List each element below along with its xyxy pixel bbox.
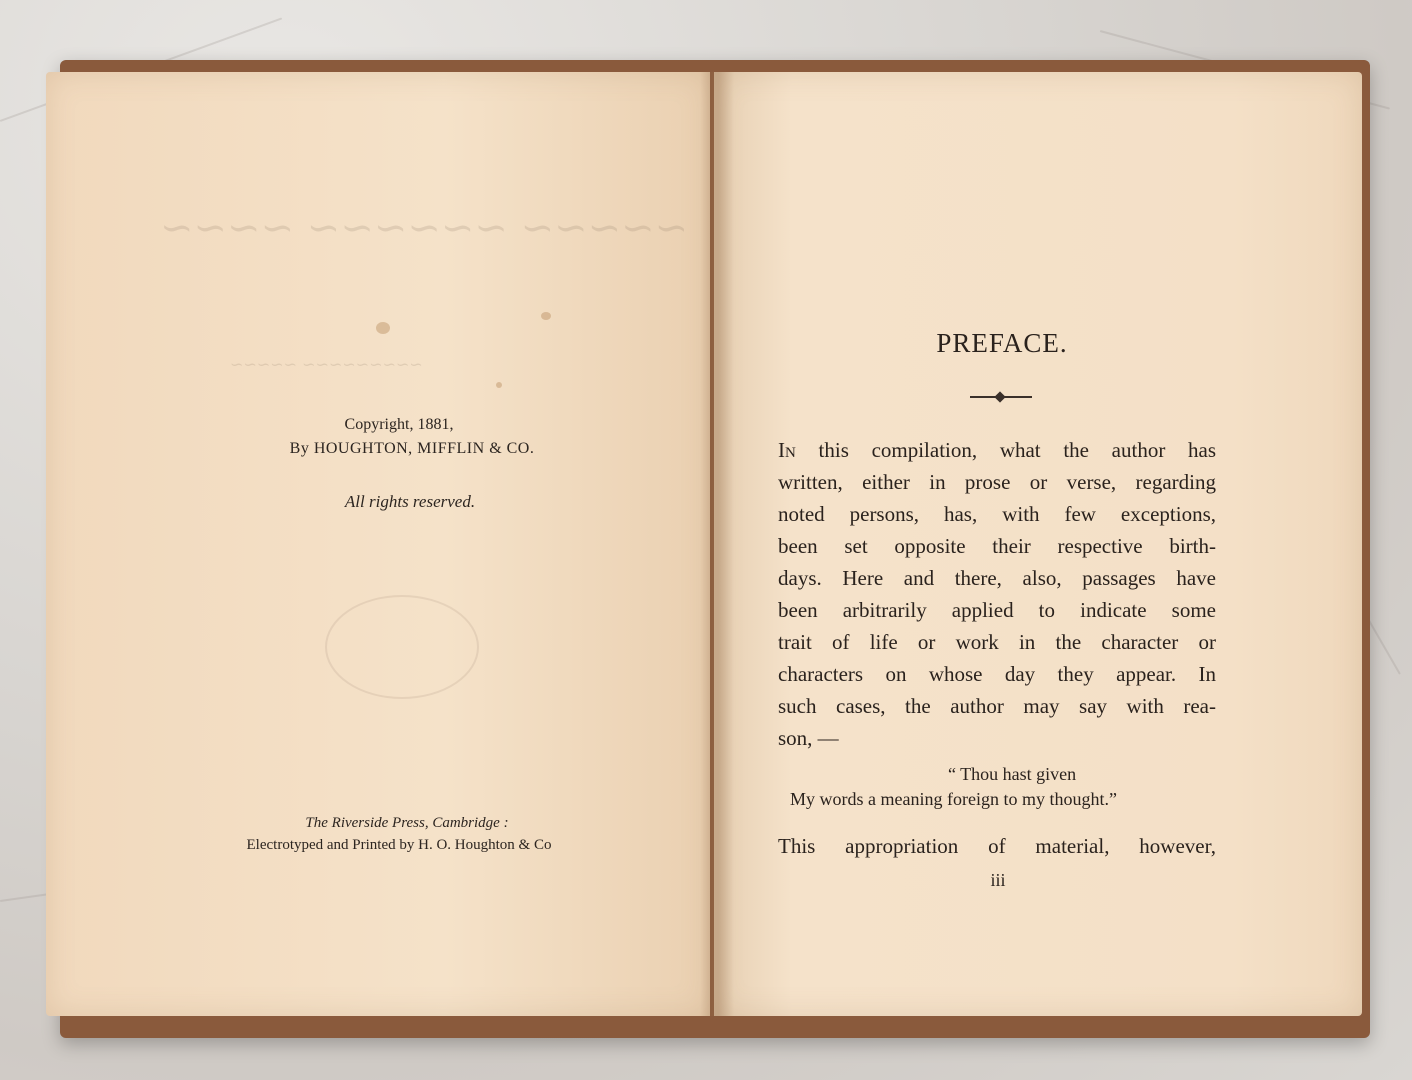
rights-line: All rights reserved. (344, 492, 476, 511)
press-line: The Riverside Press, Cambridge : (305, 815, 509, 831)
bleed-through-shadow: ~~~~~ ~~~~~~ ~~~~ (160, 205, 689, 251)
foxing-spot (496, 382, 502, 388)
paragraph-line: days. Here and there, also, passages have (778, 566, 1216, 590)
drop-word: In (778, 438, 796, 462)
book-gutter (700, 72, 734, 1016)
page-number: iii (990, 870, 1006, 890)
paragraph-line: son, — (778, 726, 839, 750)
paragraph-line: been set opposite their respective birth- (778, 534, 1216, 558)
printer-line: Electrotyped and Printed by H. O. Houghton & Co (246, 837, 552, 853)
preface-title: PREFACE. (936, 328, 1068, 358)
paragraph-line: such cases, the author may say with rea- (778, 694, 1216, 718)
foxing-spot (541, 312, 551, 320)
paragraph-line: trait of life or work in the character or (778, 630, 1216, 654)
copyright-line: Copyright, 1881, (344, 416, 454, 433)
publisher-line: By HOUGHTON, MIFFLIN & CO. (289, 440, 535, 457)
quote-line: “ Thou hast given (948, 764, 1077, 784)
paragraph-line (778, 440, 1216, 461)
foxing-spot (376, 322, 390, 334)
bleed-through-emblem (325, 595, 479, 699)
continuation-line: This appropriation of material, however, (778, 834, 1216, 858)
bleed-through-shadow: ~~~~~~~~~ ~~~~~ (230, 355, 423, 374)
paragraph-line: written, either in prose or verse, regarding (778, 470, 1216, 494)
paragraph-line: characters on whose day they appear. In (778, 662, 1216, 686)
paragraph-line: been arbitrarily applied to indicate some (778, 598, 1216, 622)
paragraph-line-text: this compilation, what the author has (818, 438, 1217, 462)
quote-line: My words a meaning foreign to my thought.” (790, 789, 1117, 809)
paragraph-line: noted persons, has, with few exceptions, (778, 502, 1216, 526)
